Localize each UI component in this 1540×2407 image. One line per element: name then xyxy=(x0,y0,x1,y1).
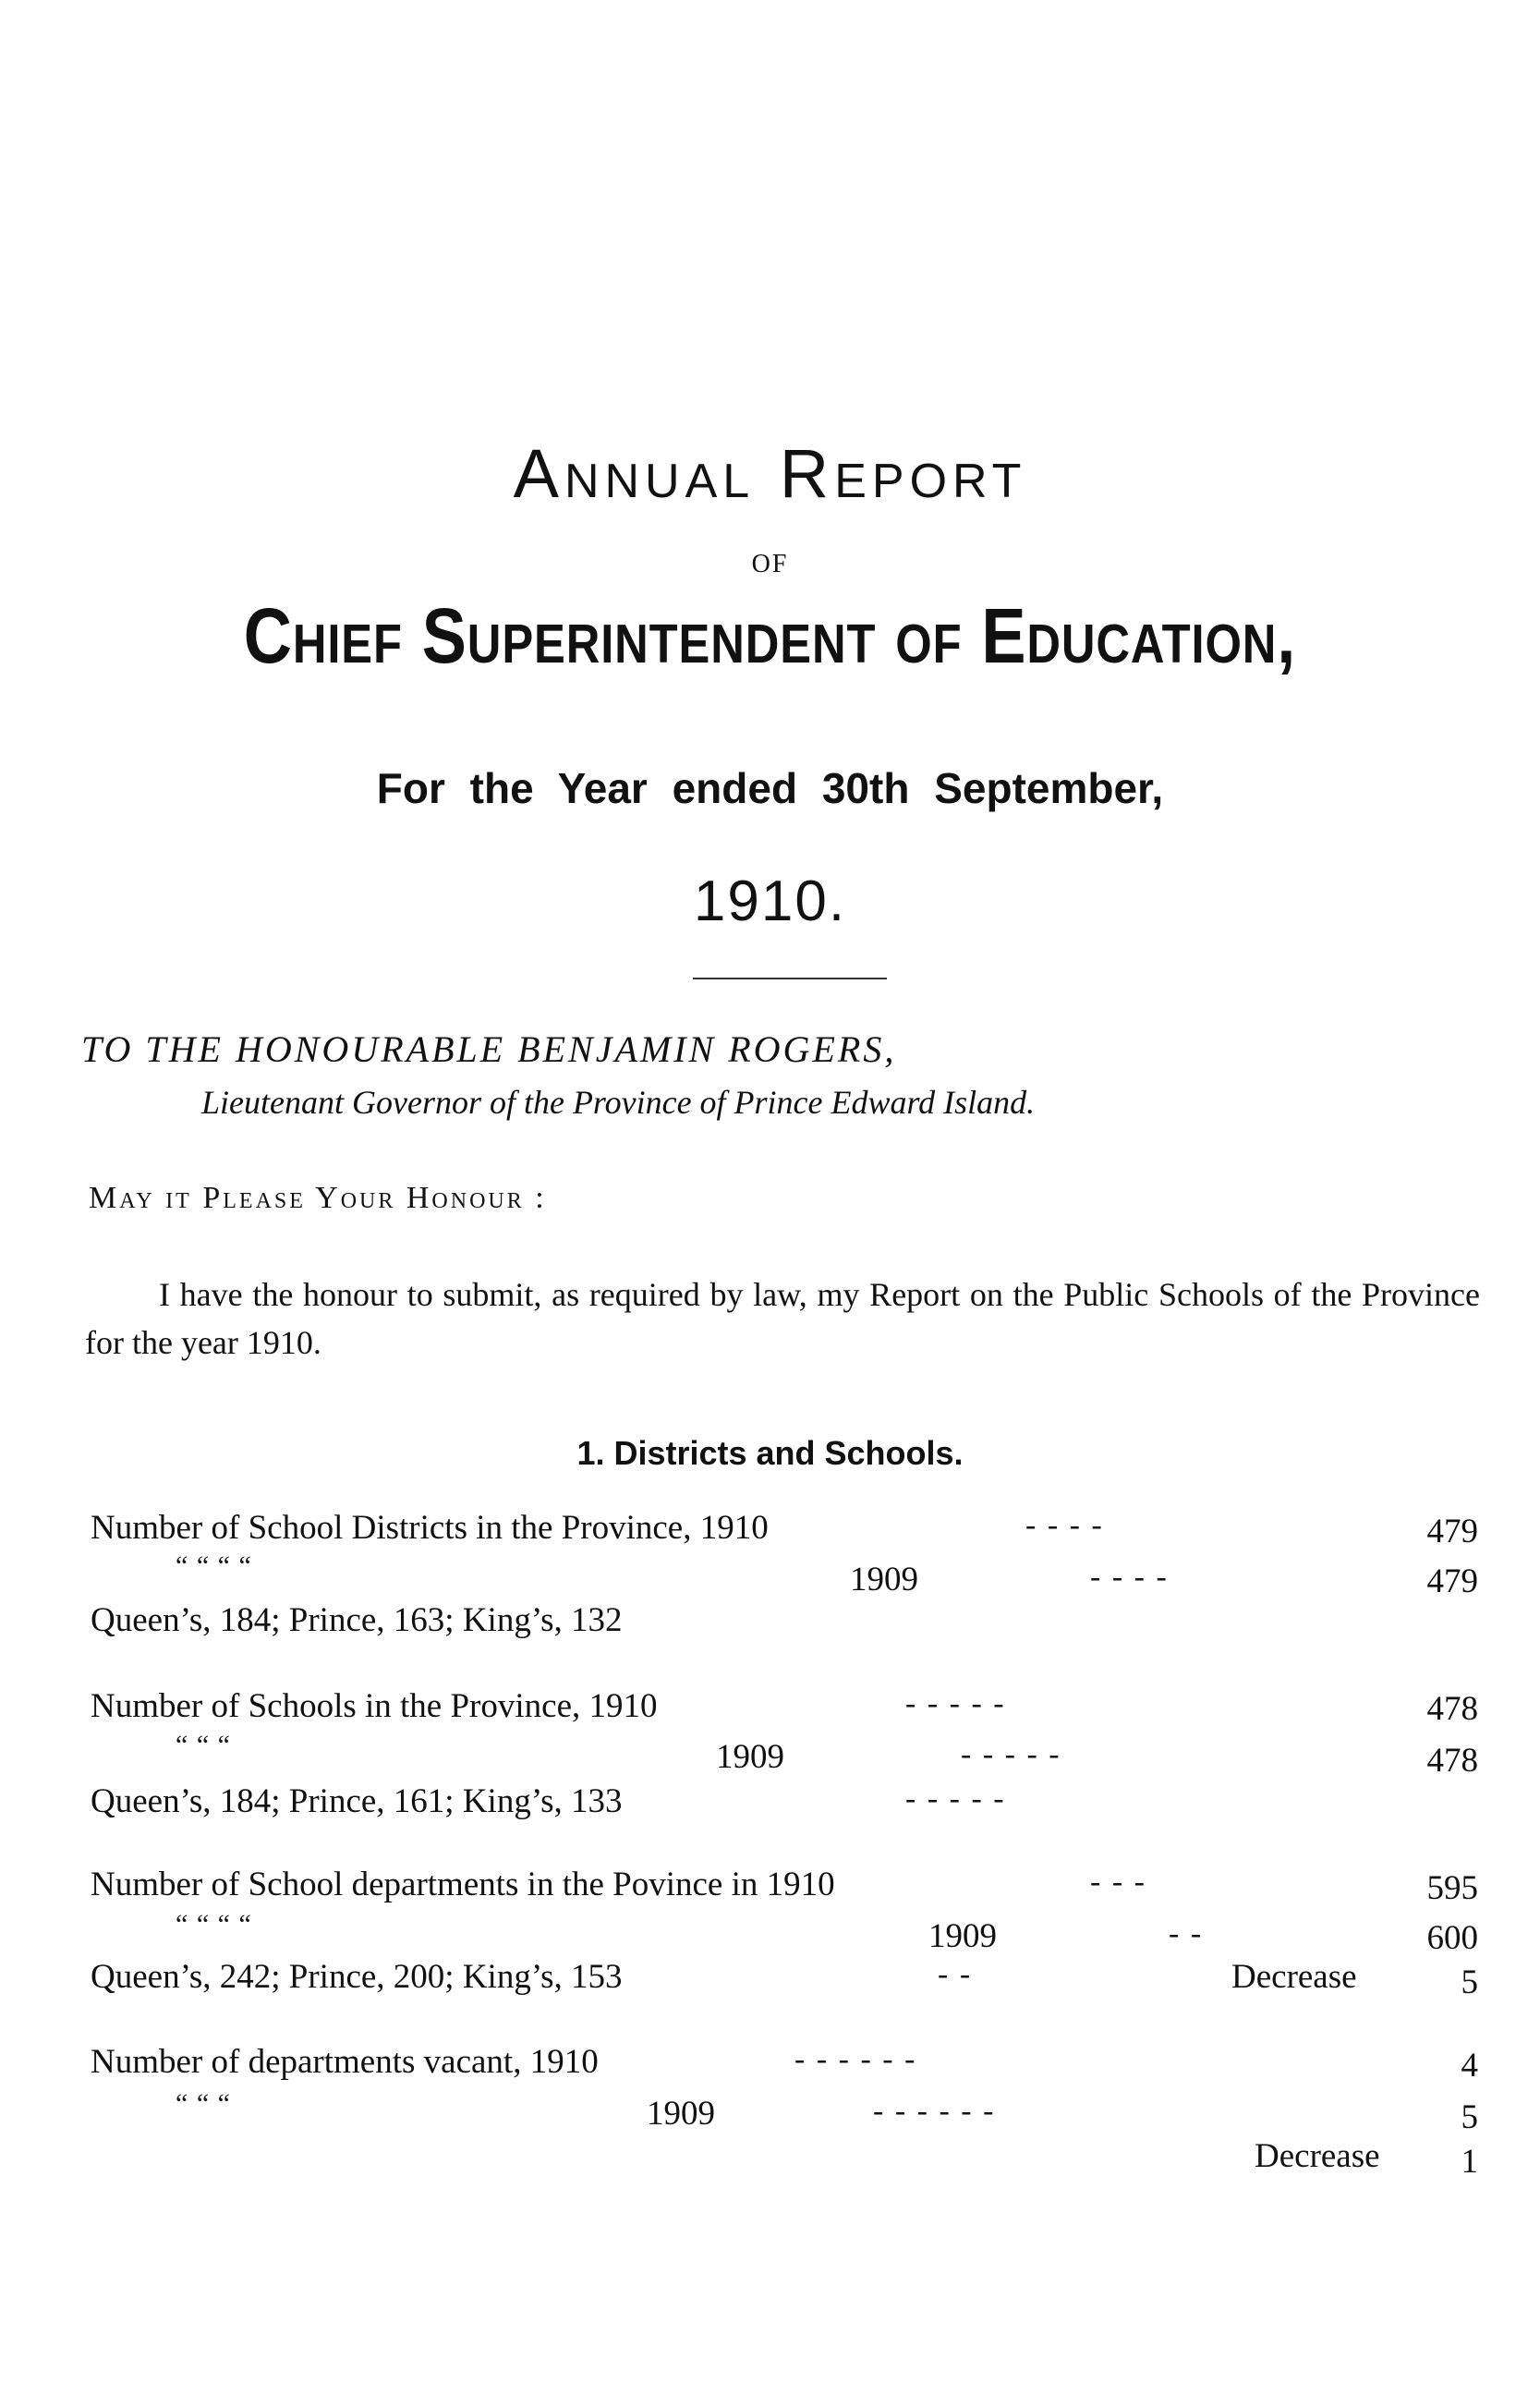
divider-rule xyxy=(693,978,887,979)
row-dots: - - - - - xyxy=(905,1781,1006,1816)
row-label: 1909 xyxy=(928,1917,997,1955)
row-label: Number of School departments in the Povince in 1910 xyxy=(91,1866,835,1903)
row-value: 479 xyxy=(1426,1562,1478,1600)
row-value: 478 xyxy=(1426,1742,1478,1780)
decrease-label: Decrease xyxy=(1231,1958,1357,1996)
row-dots: - - xyxy=(1169,1916,1204,1951)
row-dots: - - - - - xyxy=(961,1737,1061,1771)
row-dots: - - - - xyxy=(1090,1560,1169,1594)
row-dots: - - - xyxy=(1090,1865,1146,1899)
report-title-of: OF xyxy=(751,550,789,578)
row-label: Number of departments vacant, 1910 xyxy=(91,2043,599,2081)
row-label: Queen’s, 184; Prince, 161; King’s, 133 xyxy=(91,1782,623,1820)
row-value: 600 xyxy=(1426,1919,1478,1957)
row-value: 5 xyxy=(1461,2098,1478,2136)
addressee: TO THE HONOURABLE BENJAMIN ROGERS, xyxy=(81,1028,897,1070)
row-dots: - - - - xyxy=(1025,1508,1104,1542)
row-dots: - - - - - - xyxy=(873,2094,996,2128)
decrease-label: Decrease xyxy=(1255,2137,1380,2175)
row-label: Queen’s, 242; Prince, 200; King’s, 153 xyxy=(91,1958,623,1996)
section-heading: 1. Districts and Schools. xyxy=(576,1434,964,1472)
salutation: May it Please Your Honour : xyxy=(89,1181,547,1215)
row-value: 1 xyxy=(1461,2143,1478,2181)
ditto-marks: “ “ “ “ xyxy=(176,1909,252,1939)
row-label: Queen’s, 184; Prince, 163; King’s, 132 xyxy=(91,1601,623,1639)
report-subtitle: Chief Superintendent of Education, xyxy=(243,592,1297,679)
row-label: 1909 xyxy=(716,1738,784,1776)
row-value: 4 xyxy=(1461,2047,1478,2085)
report-year-line: For the Year ended 30th September, xyxy=(376,764,1164,812)
row-value: 5 xyxy=(1461,1963,1478,2001)
intro-paragraph: I have the honour to submit, as required by law, my Report on the Public Schools of the Province for the year 1910. xyxy=(85,1276,1480,1361)
addressee-title: Lieutenant Governor of the Province of Prince Edward Island. xyxy=(201,1084,1036,1121)
row-value: 479 xyxy=(1426,1513,1478,1550)
ditto-marks: “ “ “ xyxy=(176,2088,231,2119)
row-label: 1909 xyxy=(850,1561,918,1599)
report-year: 1910. xyxy=(693,869,847,933)
row-label: Number of School Districts in the Province, 1910 xyxy=(91,1509,769,1547)
row-label: 1909 xyxy=(647,2095,715,2133)
ditto-marks: “ “ “ “ xyxy=(176,1550,252,1581)
row-value: 478 xyxy=(1426,1690,1478,1728)
row-value: 595 xyxy=(1426,1869,1478,1907)
row-dots: - - - - - xyxy=(905,1686,1006,1720)
row-dots: - - xyxy=(938,1957,973,1991)
row-label: Number of Schools in the Province, 1910 xyxy=(91,1687,658,1725)
ditto-marks: “ “ “ xyxy=(176,1730,231,1760)
row-dots: - - - - - - xyxy=(794,2042,917,2076)
report-title: Annual Report xyxy=(513,435,1027,512)
